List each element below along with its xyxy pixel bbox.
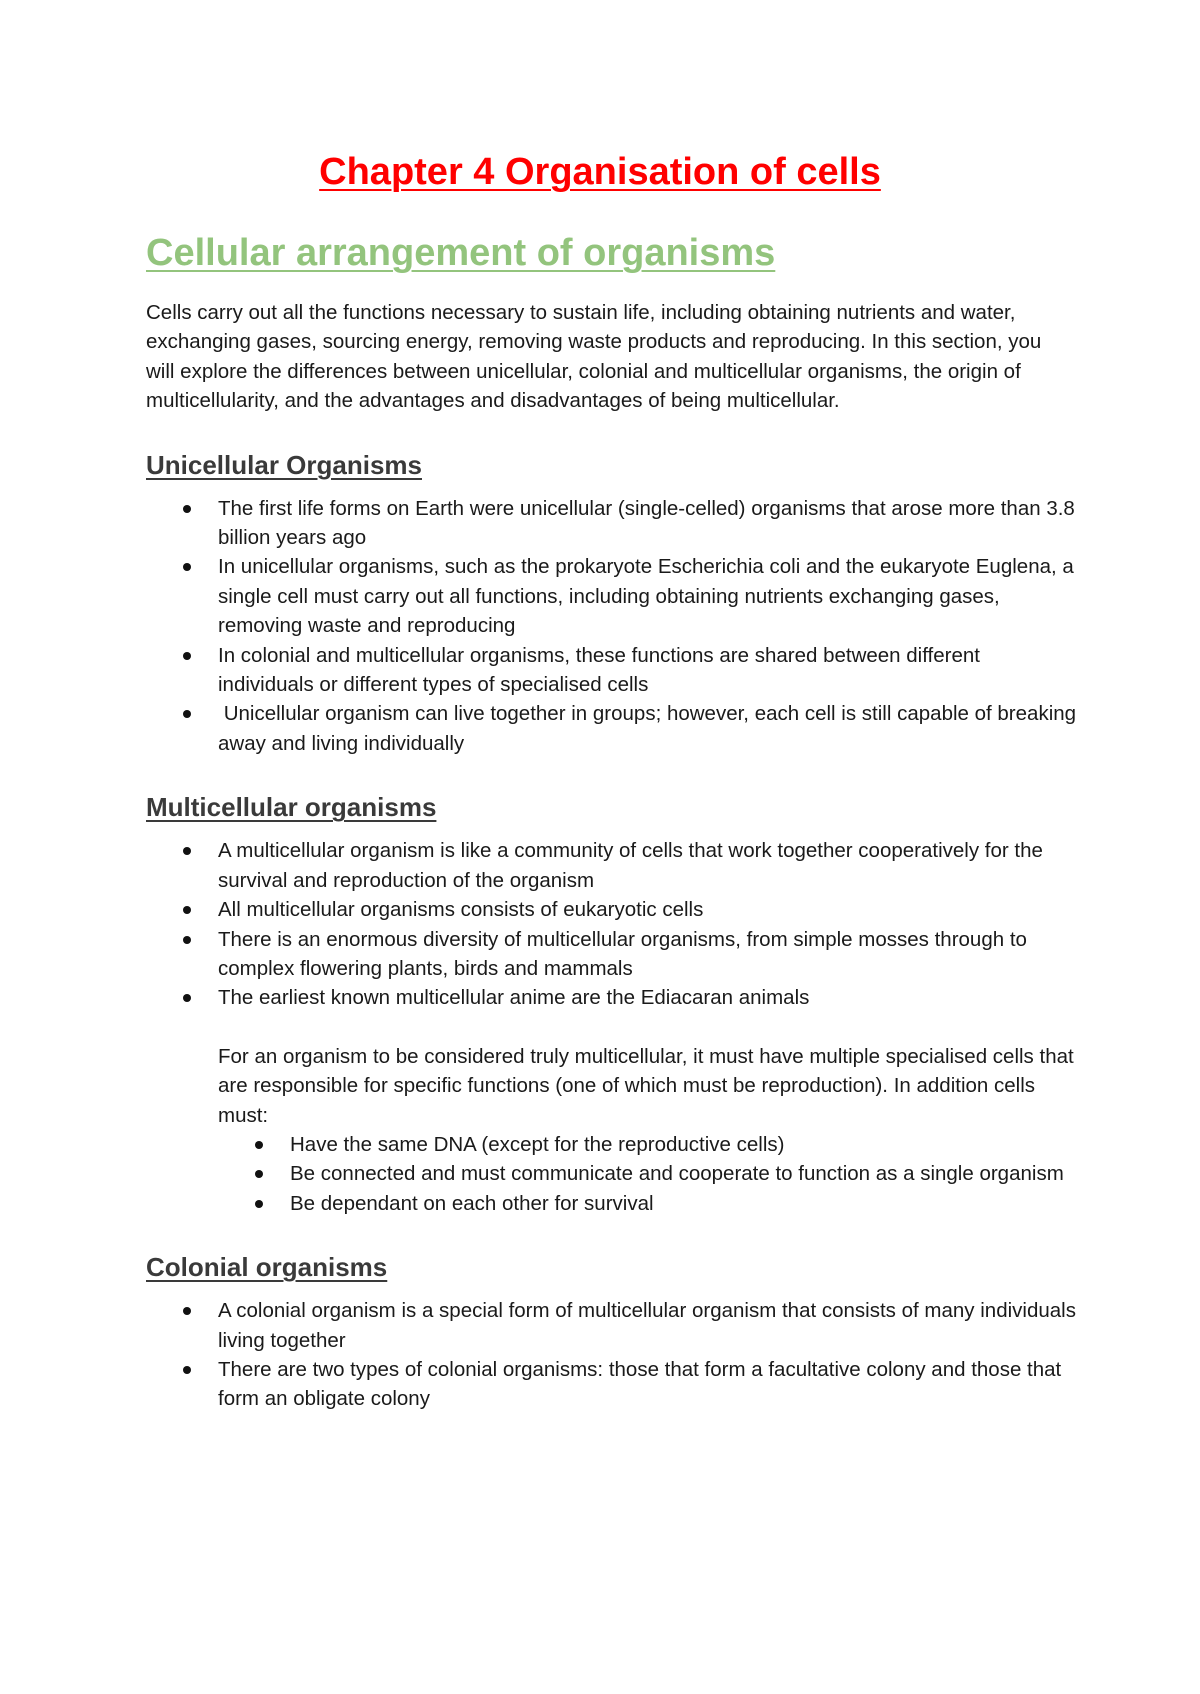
list-item: Be dependant on each other for survival [290, 1189, 1080, 1218]
list-item: Have the same DNA (except for the reproductive cells) [290, 1130, 1080, 1159]
unicellular-heading: Unicellular Organisms [146, 449, 422, 480]
colonial-heading: Colonial organisms [146, 1252, 388, 1283]
list-item: Be connected and must communicate and cooperate to function as a single organism [290, 1159, 1080, 1188]
list-item: In unicellular organisms, such as the prokaryote Escherichia coli and the eukaryote Euglena, a single cell must carry out all functions, including obtaining nutrients exchanging gases, removing waste and reproducing [218, 552, 1080, 640]
list-item: There is an enormous diversity of multicellular organisms, from simple mosses through to complex flowering plants, birds and mammals [218, 925, 1080, 984]
unicellular-list [146, 494, 1080, 759]
multicellular-list [146, 836, 1080, 1012]
multicellular-sublist [146, 1130, 1080, 1218]
chapter-title: Chapter 4 Organisation of cells [319, 151, 881, 193]
colonial-list [146, 1296, 1080, 1414]
list-item: The first life forms on Earth were unicellular (single-celled) organisms that arose more than 3.8 billion years ago [218, 494, 1080, 553]
list-item: In colonial and multicellular organisms, these functions are shared between different individuals or different types of specialised cells [218, 641, 1080, 700]
list-item: Unicellular organism can live together in groups; however, each cell is still capable of breaking away and living individually [218, 699, 1080, 758]
list-item: A colonial organism is a special form of multicellular organism that consists of many individuals living together [218, 1296, 1080, 1355]
multicellular-heading: Multicellular organisms [146, 792, 437, 823]
list-item: All multicellular organisms consists of eukaryotic cells [218, 895, 1080, 924]
list-item: The earliest known multicellular anime are the Ediacaran animals [218, 983, 1080, 1012]
multicellular-note: For an organism to be considered truly multicellular, it must have multiple specialised cells that are responsible for specific functions (one of which must be reproduction). In addition cells must: [218, 1044, 1074, 1127]
list-item: There are two types of colonial organisms: those that form a facultative colony and those that form an obligate colony [218, 1355, 1080, 1414]
list-item: A multicellular organism is like a community of cells that work together cooperatively for the survival and reproduction of the organism [218, 836, 1080, 895]
intro-paragraph: Cells carry out all the functions necessary to sustain life, including obtaining nutrients and water, exchanging gases, sourcing energy, removing waste products and reproducing. In this section, you will explore the differences between unicellular, colonial and multicellular organisms, the origin of multicellularity, and the advantages and disadvantages of being multicellular. [146, 301, 1042, 413]
section-title: Cellular arrangement of organisms [146, 232, 776, 274]
